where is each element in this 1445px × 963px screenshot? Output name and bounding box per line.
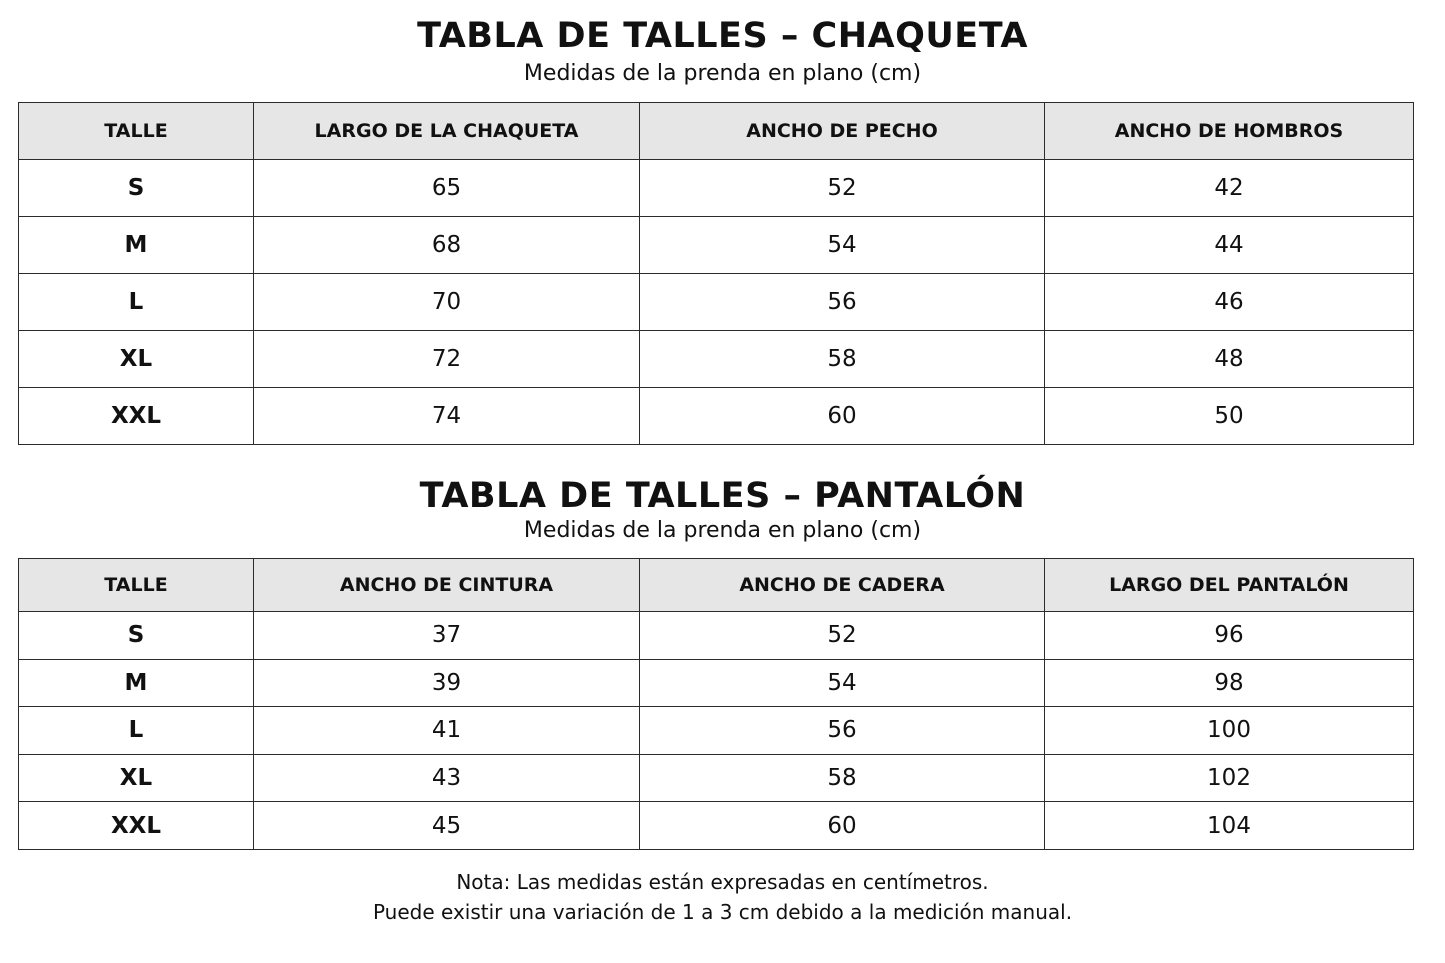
- value-cell: 65: [254, 160, 640, 217]
- table-row: [19, 659, 1414, 707]
- table-row: [19, 388, 1414, 445]
- value-cell: 46: [1045, 274, 1414, 331]
- table-row: [19, 612, 1414, 660]
- value-cell: 74: [254, 388, 640, 445]
- table-row: [19, 331, 1414, 388]
- value-cell: 70: [254, 274, 640, 331]
- table-row: [19, 274, 1414, 331]
- value-cell: 72: [254, 331, 640, 388]
- column-header-shoulder-width: ANCHO DE HOMBROS: [1045, 103, 1414, 160]
- size-cell: XL: [19, 331, 254, 388]
- size-cell: XL: [19, 754, 254, 802]
- table-row: [19, 217, 1414, 274]
- value-cell: 45: [254, 802, 640, 850]
- value-cell: 50: [1045, 388, 1414, 445]
- value-cell: 54: [640, 659, 1045, 707]
- value-cell: 48: [1045, 331, 1414, 388]
- value-cell: 56: [640, 707, 1045, 755]
- note-text-line-2: Puede existir una variación de 1 a 3 cm debido a la medición manual.: [372, 900, 1073, 924]
- table-row: [19, 707, 1414, 755]
- value-cell: 60: [640, 388, 1045, 445]
- value-cell: 56: [640, 274, 1045, 331]
- pants-size-table: [18, 558, 1414, 850]
- size-cell: XXL: [19, 388, 254, 445]
- value-cell: 98: [1045, 659, 1414, 707]
- column-header-chest-width: ANCHO DE PECHO: [640, 103, 1045, 160]
- table-row: [19, 160, 1414, 217]
- value-cell: 42: [1045, 160, 1414, 217]
- jacket-size-table: [18, 102, 1414, 445]
- value-cell: 39: [254, 659, 640, 707]
- jacket-table-title: TABLA DE TALLES – CHAQUETA: [417, 16, 1028, 56]
- value-cell: 43: [254, 754, 640, 802]
- value-cell: 41: [254, 707, 640, 755]
- column-header-pants-length: LARGO DEL PANTALÓN: [1045, 559, 1414, 612]
- value-cell: 52: [640, 612, 1045, 660]
- column-header-size: TALLE: [19, 103, 254, 160]
- size-cell: S: [19, 160, 254, 217]
- table-header-row: [19, 559, 1414, 612]
- size-cell: L: [19, 274, 254, 331]
- value-cell: 52: [640, 160, 1045, 217]
- table-row: [19, 802, 1414, 850]
- value-cell: 58: [640, 754, 1045, 802]
- note-text-line-1: Nota: Las medidas están expresadas en centímetros.: [456, 870, 989, 894]
- jacket-table-subtitle: Medidas de la prenda en plano (cm): [523, 61, 922, 86]
- column-header-waist-width: ANCHO DE CINTURA: [254, 559, 640, 612]
- value-cell: 100: [1045, 707, 1414, 755]
- size-cell: S: [19, 612, 254, 660]
- value-cell: 44: [1045, 217, 1414, 274]
- value-cell: 54: [640, 217, 1045, 274]
- value-cell: 37: [254, 612, 640, 660]
- value-cell: 60: [640, 802, 1045, 850]
- size-cell: M: [19, 659, 254, 707]
- column-header-hip-width: ANCHO DE CADERA: [640, 559, 1045, 612]
- value-cell: 68: [254, 217, 640, 274]
- column-header-size: TALLE: [19, 559, 254, 612]
- table-header-row: [19, 103, 1414, 160]
- pants-table-subtitle: Medidas de la prenda en plano (cm): [523, 518, 922, 543]
- value-cell: 102: [1045, 754, 1414, 802]
- size-cell: M: [19, 217, 254, 274]
- size-cell: XXL: [19, 802, 254, 850]
- column-header-jacket-length: LARGO DE LA CHAQUETA: [254, 103, 640, 160]
- table-row: [19, 754, 1414, 802]
- value-cell: 58: [640, 331, 1045, 388]
- size-cell: L: [19, 707, 254, 755]
- pants-table-title: TABLA DE TALLES – PANTALÓN: [419, 476, 1026, 516]
- value-cell: 96: [1045, 612, 1414, 660]
- value-cell: 104: [1045, 802, 1414, 850]
